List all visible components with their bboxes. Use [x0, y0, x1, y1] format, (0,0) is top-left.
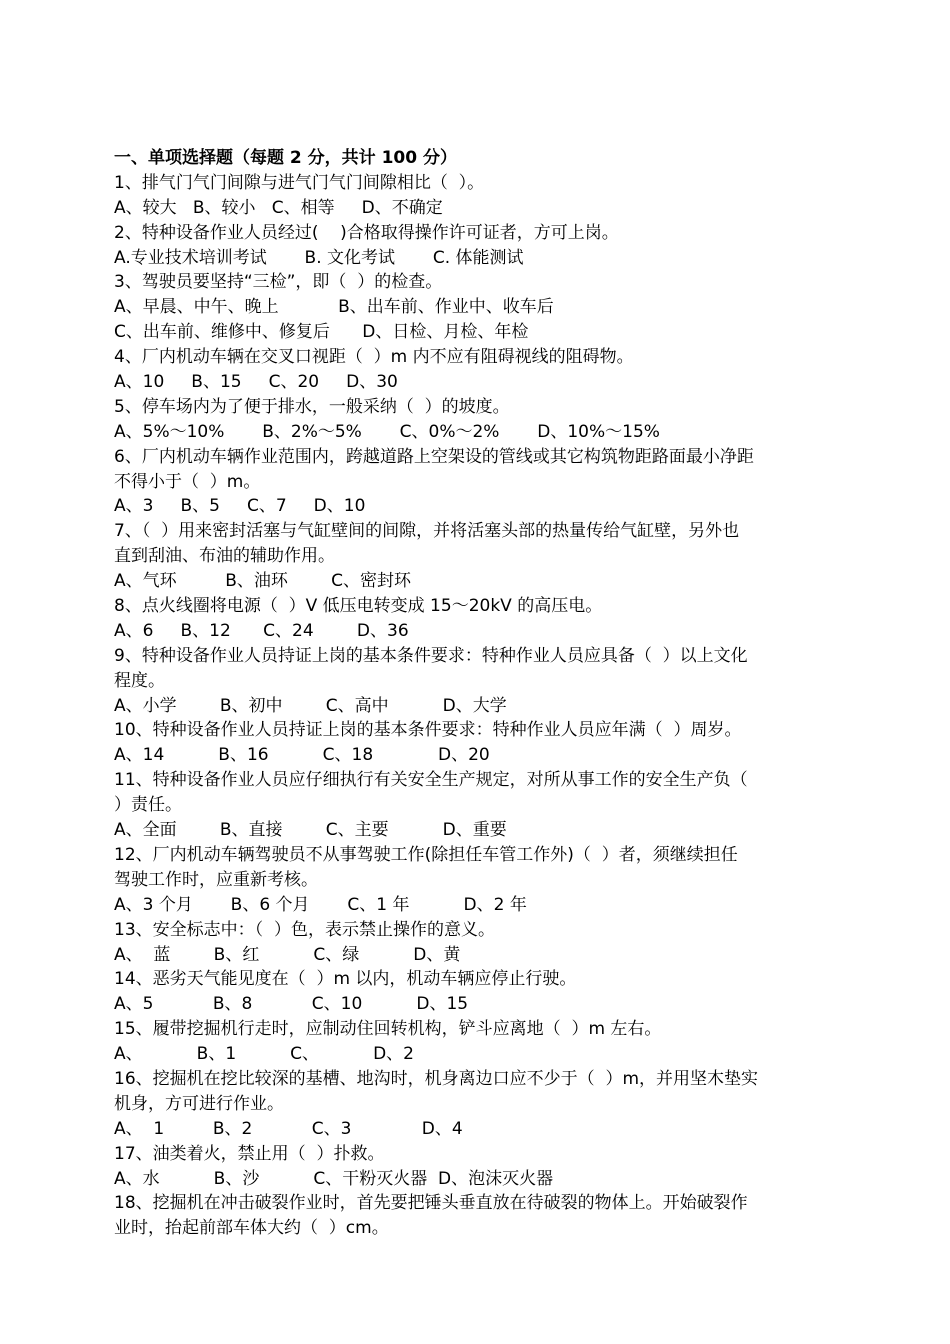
text-line: A、10 B、15 C、20 D、30 — [114, 372, 398, 393]
text-line: 机身，方可进行作业。 — [114, 1093, 284, 1114]
text-line: A、全面 B、直接 C、主要 D、重要 — [114, 820, 507, 841]
text-line: A、气环 B、油环 C、密封环 — [114, 571, 412, 592]
text-line: A.专业技术培训考试 B. 文化考试 C. 体能测试 — [114, 247, 524, 268]
text-line: 6、厂内机动车辆作业范围内，跨越道路上空架设的管线或其它构筑物距路面最小净距 — [114, 446, 754, 467]
text-line: 7、（ ）用来密封活塞与气缸壁间的间隙，并将活塞头部的热量传给气缸壁，另外也 — [114, 521, 740, 542]
text-line: 5、停车场内为了便于排水，一般采纳（ ）的坡度。 — [114, 396, 510, 417]
text-line: A、3 B、5 C、7 D、10 — [114, 496, 366, 517]
text-line: A、 B、1 C、 D、2 — [114, 1044, 414, 1065]
document-page — [114, 146, 844, 1241]
text-line: 1、排气门气门间隙与进气门气门间隙相比（ ）。 — [114, 172, 485, 193]
text-line: 12、厂内机动车辆驾驶员不从事驾驶工作(除担任车管工作外)（ ）者，须继续担任 — [114, 844, 738, 865]
text-line: 11、特种设备作业人员应仔细执行有关安全生产规定，对所从事工作的安全生产负（ — [114, 770, 748, 791]
text-line: A、 1 B、2 C、3 D、4 — [114, 1118, 463, 1139]
text-line: 程度。 — [114, 670, 165, 691]
text-line: 16、挖掘机在挖比较深的基槽、地沟时，机身离边口应不少于（ ）m，并用坚木垫实 — [114, 1068, 758, 1089]
text-line: 业时，抬起前部车体大约（ ）cm。 — [114, 1218, 389, 1239]
text-line: 直到刮油、布油的辅助作用。 — [114, 546, 335, 567]
text-line: 不得小于（ ）m。 — [114, 471, 261, 492]
text-line: A、3 个月 B、6 个月 C、1 年 D、2 年 — [114, 894, 527, 915]
text-line: 10、特种设备作业人员持证上岗的基本条件要求：特种作业人员应年满（ ）周岁。 — [114, 720, 742, 741]
section-title: 一、单项选择题（每题 2 分，共计 100 分） — [114, 148, 457, 168]
text-line: 14、恶劣天气能见度在（ ）m 以内，机动车辆应停止行驶。 — [114, 969, 577, 990]
question-list — [114, 171, 844, 1241]
text-line: A、小学 B、初中 C、高中 D、大学 — [114, 695, 507, 716]
text-line: A、较大 B、较小 C、相等 D、不确定 — [114, 197, 443, 218]
text-line: 3、驾驶员要坚持“三检”，即（ ）的检查。 — [114, 272, 443, 293]
text-line: A、14 B、16 C、18 D、20 — [114, 745, 490, 766]
text-line: 驾驶工作时，应重新考核。 — [114, 869, 318, 890]
text-line: 13、安全标志中：（ ）色，表示禁止操作的意义。 — [114, 919, 495, 940]
text-line: C、出车前、维修中、修复后 D、日检、月检、年检 — [114, 322, 529, 343]
text-line: A、5%～10% B、2%～5% C、0%～2% D、10%～15% — [114, 421, 660, 442]
text-line: 4、厂内机动车辆在交叉口视距（ ）m 内不应有阻碍视线的阻碍物。 — [114, 347, 634, 368]
text-line: A、6 B、12 C、24 D、36 — [114, 620, 409, 641]
text-line: A、水 B、沙 C、干粉灭火器 D、泡沫灭火器 — [114, 1168, 554, 1189]
text-line: 17、油类着火，禁止用（ ）扑救。 — [114, 1143, 385, 1164]
text-line: 9、特种设备作业人员持证上岗的基本条件要求：特种作业人员应具备（ ）以上文化 — [114, 645, 748, 666]
text-line: A、 蓝 B、红 C、绿 D、黄 — [114, 944, 461, 965]
text-line: 2、特种设备作业人员经过( )合格取得操作许可证者，方可上岗。 — [114, 222, 619, 243]
text-line: A、早晨、中午、晚上 B、出车前、作业中、收车后 — [114, 297, 554, 318]
text-line: ）责任。 — [114, 795, 182, 816]
text-line: 8、点火线圈将电源（ ）V 低压电转变成 15～20kV 的高压电。 — [114, 596, 603, 617]
text-line: 15、履带挖掘机行走时，应制动住回转机构，铲斗应离地（ ）m 左右。 — [114, 1019, 662, 1040]
text-line: 18、挖掘机在冲击破裂作业时，首先要把锤头垂直放在待破裂的物体上。开始破裂作 — [114, 1193, 748, 1214]
text-line: A、5 B、8 C、10 D、15 — [114, 994, 469, 1015]
